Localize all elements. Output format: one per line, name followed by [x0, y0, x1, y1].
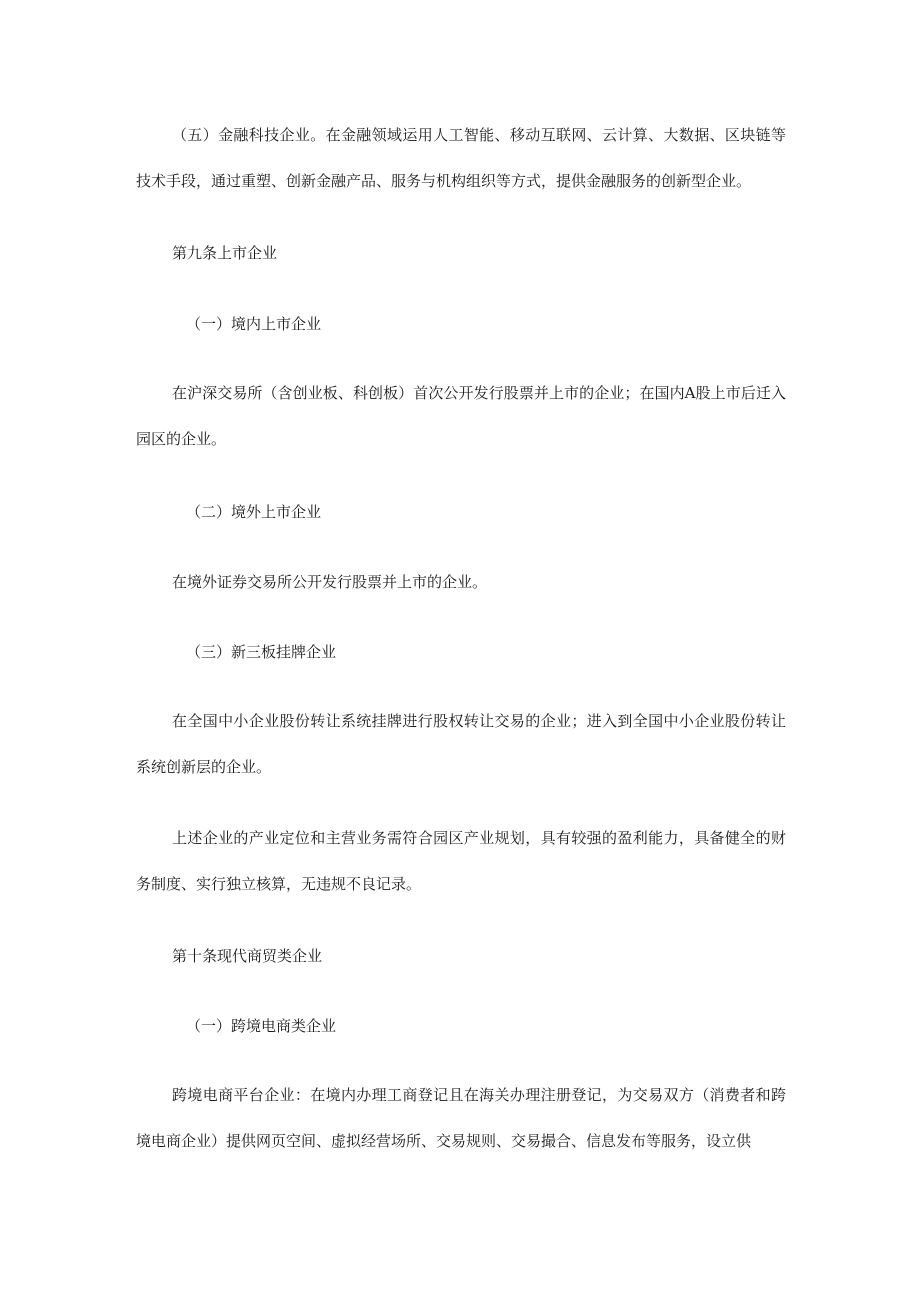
paragraph-fintech: （五）金融科技企业。在金融领域运用人工智能、移动互联网、云计算、大数据、区块链等技术手段，通过重塑、创新金融产品、服务与机构组织等方式，提供金融服务的创新型企业。: [136, 126, 786, 190]
paragraph-overseas-listed: 在境外证券交易所公开发行股票并上市的企业。: [172, 573, 488, 591]
heading-article-10: 第十条现代商贸类企业: [172, 947, 323, 965]
paragraph-cross-border: 跨境电商平台企业：在境内办理工商登记且在海关办理注册登记，为交易双方（消费者和跨境电商企业）提供网页空间、虚拟经营场所、交易规则、交易撮合、信息发布等服务，设立供: [136, 1086, 786, 1150]
paragraph-domestic-listed: 在沪深交易所（含创业板、科创板）首次公开发行股票并上市的企业；在国内A股上市后迁入园区的企业。: [136, 384, 786, 448]
subheading-domestic-listed: （一）境内上市企业: [186, 315, 322, 333]
subheading-cross-border: （一）跨境电商类企业: [186, 1017, 337, 1035]
paragraph-requirements: 上述企业的产业定位和主营业务需符合园区产业规划，具有较强的盈利能力，具备健全的财务制度、实行独立核算，无违规不良记录。: [136, 829, 786, 893]
subheading-neeq: （三）新三板挂牌企业: [186, 643, 337, 661]
paragraph-neeq: 在全国中小企业股份转让系统挂牌进行股权转让交易的企业；进入到全国中小企业股份转让系统创新层的企业。: [136, 712, 786, 776]
heading-article-9: 第九条上市企业: [172, 244, 278, 262]
subheading-overseas-listed: （二）境外上市企业: [186, 503, 322, 521]
